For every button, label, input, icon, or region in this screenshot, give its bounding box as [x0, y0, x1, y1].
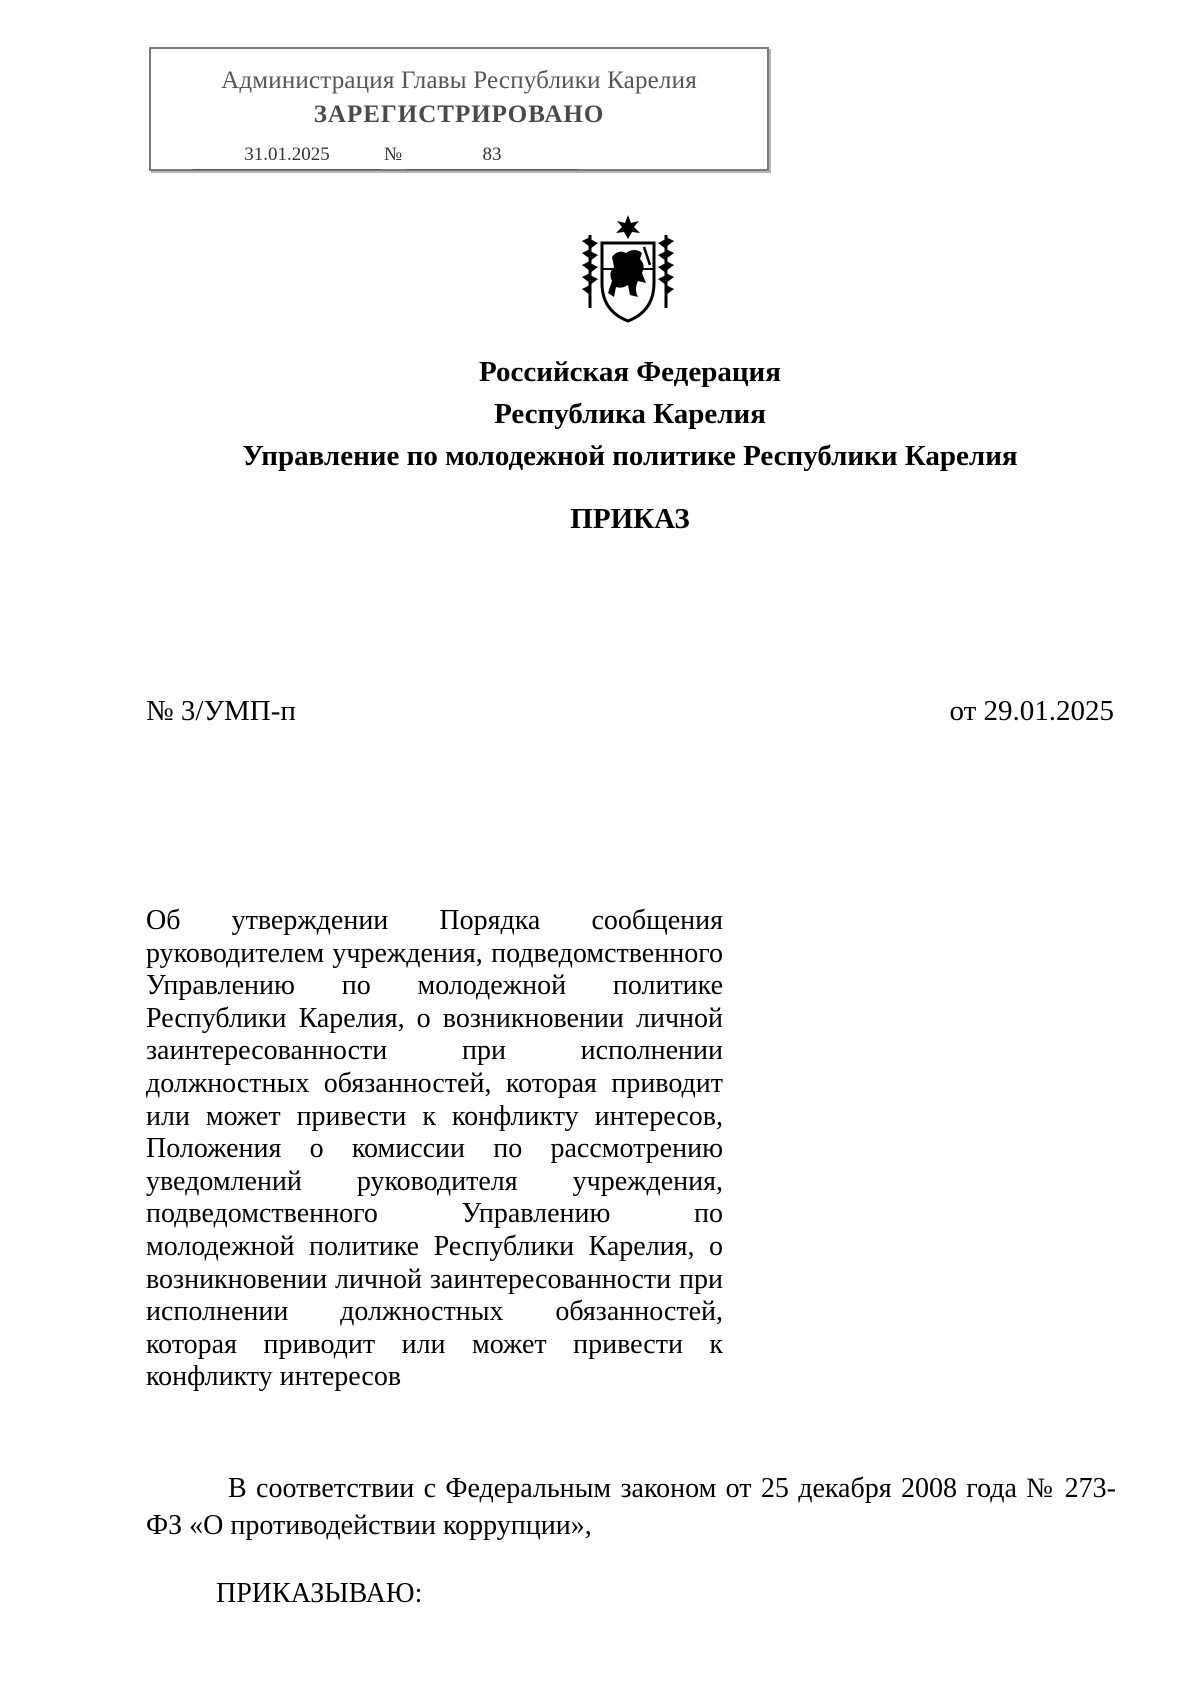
legal-basis-paragraph: В соответствии с Федеральным законом от 25 декабря 2008 года № 273-ФЗ «О противодействии коррупции»,	[146, 1473, 1116, 1541]
order-date: от 29.01.2025	[949, 695, 1114, 727]
order-subject: Об утверждении Порядка сообщения руководителем учреждения, подведомственного Управлению по молодежной политике Республики Карелия, о возникновении личной заинтересованности при исполнении должностных обязанностей, которая приводит или может привести к конфликту интересов, Положения о комиссии по рассмотрению уведомлений руководителя учреждения, подведомственного Управлению по молодежной политике Республики Карелия, о возникновении личной заинтересованности при исполнении должностных обязанностей, которая приводит или может привести к конфликту интересов	[146, 905, 723, 1393]
department-heading: Управление по молодежной политике Республики Карелия	[242, 440, 1018, 472]
country-heading: Российская Федерация	[479, 356, 781, 388]
order-number: № 3/УМП-п	[146, 695, 296, 727]
document-type: ПРИКАЗ	[570, 503, 690, 535]
stamp-status: ЗАРЕГИСТРИРОВАНО	[313, 101, 605, 128]
stamp-number-label: №	[384, 144, 403, 165]
republic-heading: Республика Карелия	[494, 398, 766, 430]
order-directive: ПРИКАЗЫВАЮ:	[216, 1578, 423, 1609]
karelia-coat-of-arms-icon	[580, 213, 676, 325]
stamp-number: 83	[406, 143, 578, 170]
stamp-date: 31.01.2025	[193, 143, 381, 170]
registration-stamp	[149, 47, 769, 171]
stamp-organization: Администрация Главы Республики Карелия	[221, 67, 697, 94]
